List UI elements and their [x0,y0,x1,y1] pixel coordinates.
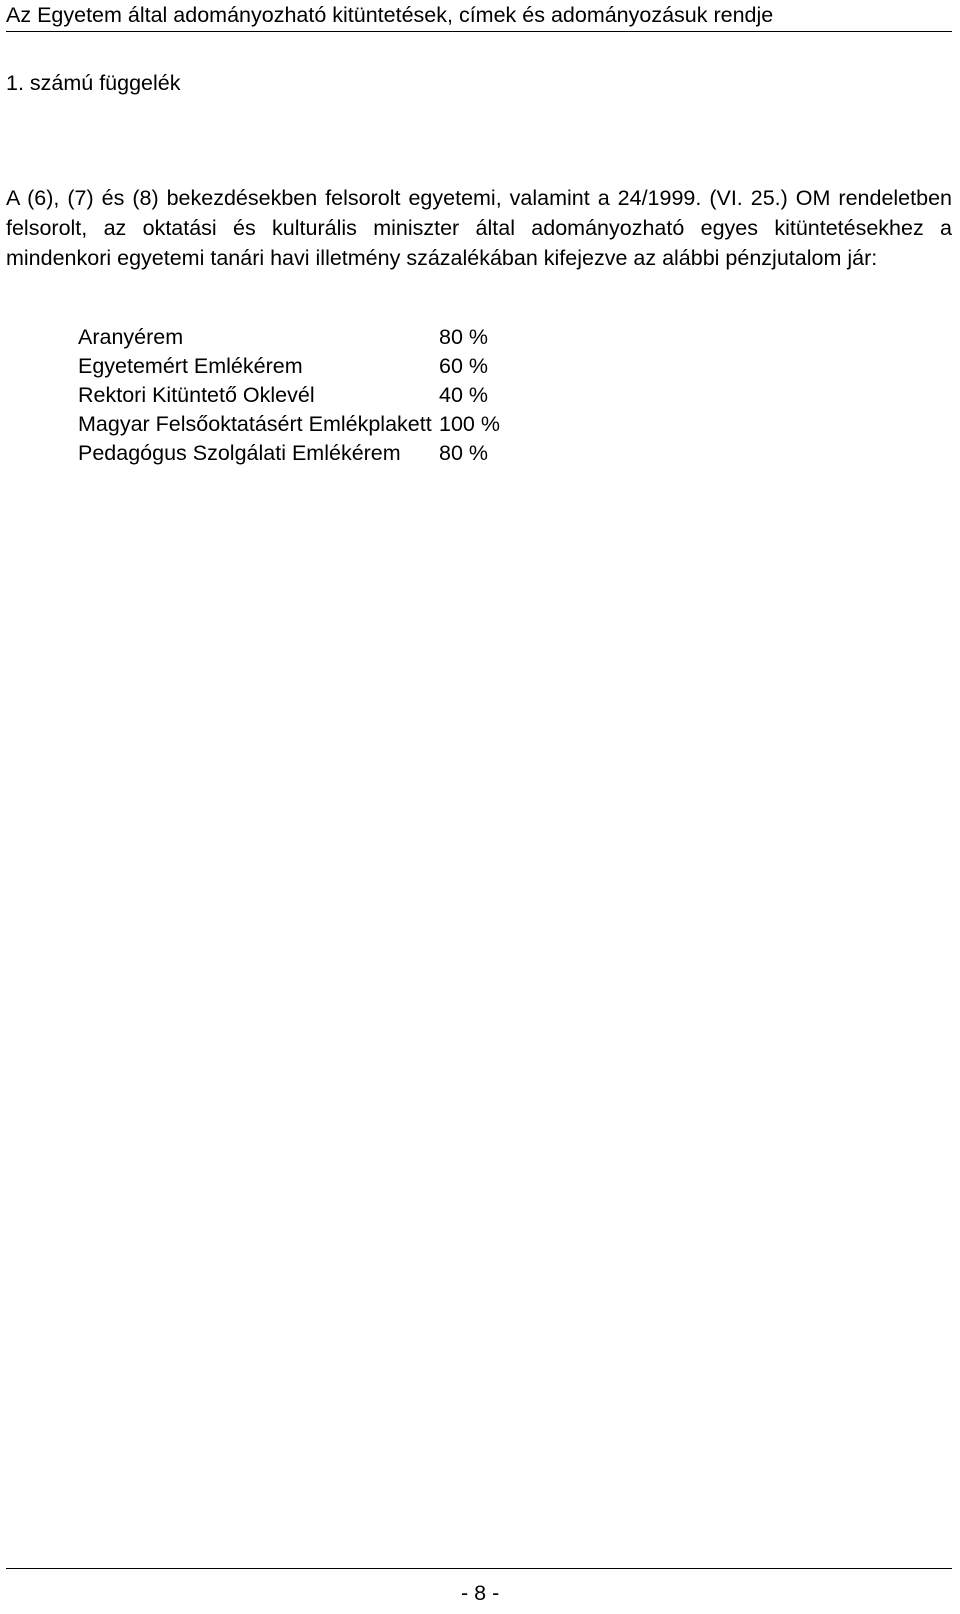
award-percentage: 80 % [439,325,489,349]
page-header [6,2,952,32]
table-row [78,410,500,439]
page-number: - 8 - [461,1581,500,1605]
intro-paragraph: A (6), (7) és (8) bekezdésekben felsorolt egyetemi, valamint a 24/1999. (VI. 25.) OM rendeletben felsorolt, az oktatási és kulturális miniszter által adományozható egyes kitüntetésekhez a mindenkori egyetemi tanári havi illetmény százalékában kifejezve az alábbi pénzjutalom jár: [6,186,952,270]
award-name: Egyetemért Emlékérem [78,354,303,378]
award-table [78,323,500,468]
award-name: Aranyérem [78,325,184,349]
award-name: Rektori Kitüntető Oklevél [78,383,315,407]
award-percentage: 60 % [439,354,489,378]
table-row [78,381,500,410]
award-name: Magyar Felsőoktatásért Emlékplakett [78,412,432,436]
award-percentage: 40 % [439,383,489,407]
table-row [78,323,500,352]
appendix-title: 1. számú függelék [6,71,181,95]
page-footer [6,1568,952,1614]
award-percentage: 80 % [439,441,489,465]
table-row [78,439,500,468]
award-name: Pedagógus Szolgálati Emlékérem [78,441,401,465]
document-title: Az Egyetem által adományozható kitüntetések, címek és adományozásuk rendje [6,3,774,27]
table-row [78,352,500,381]
award-percentage: 100 % [439,412,500,436]
